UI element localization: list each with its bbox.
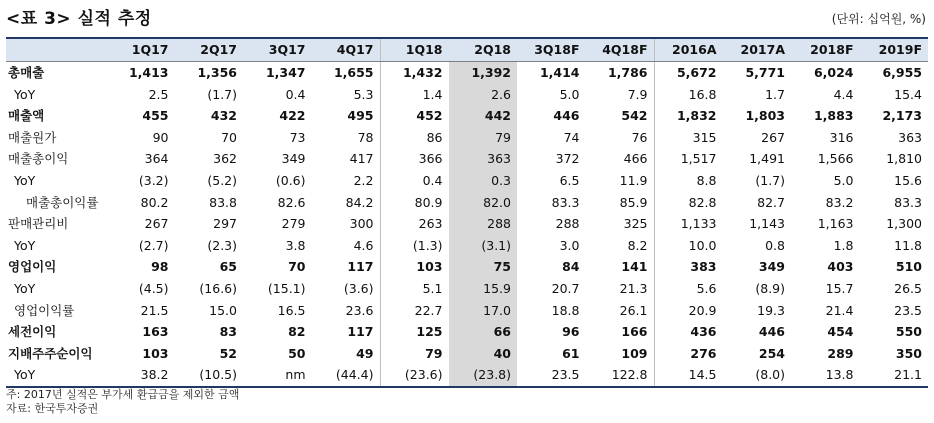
table-cell: 446 xyxy=(758,324,785,340)
table-cell: 10.0 xyxy=(654,235,723,257)
table-cell: (8.9) xyxy=(755,280,785,296)
table-cell: 82.0 xyxy=(449,192,518,214)
table-cell: 254 xyxy=(758,345,785,361)
table-cell: 1,356 xyxy=(197,65,237,80)
table-row xyxy=(6,343,928,365)
row-label: 매출액 xyxy=(8,108,45,124)
table-cell: 5,672 xyxy=(654,62,723,84)
table-cell: 1.7 xyxy=(765,86,785,102)
table-cell: 163 xyxy=(142,324,169,340)
table-cell: 78 xyxy=(357,129,374,145)
table-cell: 316 xyxy=(829,129,854,145)
table-cell: 383 xyxy=(654,256,723,278)
table-cell: 84 xyxy=(562,259,580,275)
table-cell: 363 xyxy=(898,129,922,145)
table-cell: 21.1 xyxy=(860,364,929,387)
table-cell: 125 xyxy=(380,321,449,343)
table-cell: 98 xyxy=(151,259,169,275)
header-col-3: 4Q17 xyxy=(312,38,381,62)
table-cell: 8.8 xyxy=(654,170,723,192)
table-cell: (10.5) xyxy=(175,364,244,387)
table-cell: 1,163 xyxy=(817,216,854,232)
table-cell: (16.6) xyxy=(199,280,237,296)
table-cell: 109 xyxy=(621,345,648,361)
table-cell: 86 xyxy=(380,127,449,149)
table-cell: 1,432 xyxy=(380,62,449,84)
table-cell: 5.6 xyxy=(654,278,723,300)
table-cell: 2.2 xyxy=(353,172,374,188)
table-cell: 349 xyxy=(758,259,785,275)
row-label: YoY xyxy=(14,86,36,102)
table-cell: 75 xyxy=(449,256,518,278)
footnote-note: 주: 2017년 실적은 부가세 환급금을 제외한 금액 xyxy=(6,388,240,401)
table-cell: nm xyxy=(243,364,312,387)
table-cell: 8.2 xyxy=(627,237,648,253)
table-cell: 417 xyxy=(349,151,374,167)
header-col-9: 2017A xyxy=(723,38,792,62)
table-cell: 38.2 xyxy=(106,364,175,387)
table-cell: 103 xyxy=(142,345,169,361)
table-cell: 70 xyxy=(288,259,306,275)
table-cell: (3.2) xyxy=(138,172,169,188)
table-cell: 6.5 xyxy=(559,172,580,188)
table-cell: (4.5) xyxy=(138,280,169,296)
table-cell: 21.3 xyxy=(619,280,648,296)
table-cell: 0.4 xyxy=(380,170,449,192)
table-cell: 5,771 xyxy=(745,65,785,80)
table-cell: 90 xyxy=(152,129,169,145)
table-cell: (1.7) xyxy=(755,172,785,188)
table-cell: 23.5 xyxy=(517,364,586,387)
table-cell: 5.0 xyxy=(833,172,854,188)
row-label: 총매출 xyxy=(8,65,45,80)
header-row xyxy=(6,38,928,62)
table-cell: (0.6) xyxy=(275,172,306,188)
header-col-4: 1Q18 xyxy=(380,38,449,62)
table-cell: 15.9 xyxy=(449,278,518,300)
table-cell: 0.3 xyxy=(449,170,518,192)
table-cell: 3.0 xyxy=(559,237,580,253)
table-cell: 40 xyxy=(449,343,518,365)
table-cell: 6,024 xyxy=(813,65,854,80)
table-cell: 1,786 xyxy=(607,65,648,80)
table-cell: 65 xyxy=(219,259,237,275)
table-cell: 432 xyxy=(210,108,237,124)
table-cell: 20.7 xyxy=(551,280,580,296)
table-cell: 4.6 xyxy=(353,237,374,253)
table-cell: 15.4 xyxy=(894,86,922,102)
table-cell: 315 xyxy=(654,127,723,149)
table-row xyxy=(6,300,928,322)
table-cell: (44.4) xyxy=(312,364,381,387)
unit-label: (단위: 십억원, %) xyxy=(831,12,926,26)
table-cell: 61 xyxy=(562,345,580,361)
row-label: 매출총이익률 xyxy=(26,194,99,210)
table-cell: 2,173 xyxy=(882,108,922,124)
table-cell: 21.5 xyxy=(140,302,169,318)
table-cell: 5.0 xyxy=(559,86,580,102)
table-cell: 364 xyxy=(144,151,169,167)
table-cell: 1,143 xyxy=(749,216,785,232)
row-label: 매출원가 xyxy=(8,129,57,145)
table-cell: (2.3) xyxy=(207,237,237,253)
table-cell: 510 xyxy=(895,259,922,275)
table-cell: 1,566 xyxy=(817,151,854,167)
table-cell: 15.6 xyxy=(894,172,922,188)
table-cell: 3.8 xyxy=(285,237,306,253)
table-cell: 15.7 xyxy=(825,280,854,296)
table-cell: 550 xyxy=(895,324,922,340)
table-cell: 117 xyxy=(347,259,374,275)
header-col-10: 2018F xyxy=(791,38,860,62)
table-cell: 495 xyxy=(347,108,374,124)
header-col-8: 2016A xyxy=(654,38,723,62)
header-col-0: 1Q17 xyxy=(106,38,175,62)
table-cell: (23.6) xyxy=(380,364,449,387)
table-header xyxy=(6,38,928,62)
row-label: YoY xyxy=(6,364,106,387)
table-row xyxy=(6,235,928,257)
footnote-source: 자료: 한국투자증권 xyxy=(6,402,99,415)
table-cell: 5.3 xyxy=(353,86,374,102)
table-row xyxy=(6,192,928,214)
table-cell: 166 xyxy=(621,324,648,340)
table-cell: 82.8 xyxy=(654,192,723,214)
table-cell: 13.8 xyxy=(791,364,860,387)
table-cell: 1,300 xyxy=(886,216,922,232)
table-cell: 83 xyxy=(219,324,237,340)
header-col-7: 4Q18F xyxy=(586,38,655,62)
table-cell: 1,832 xyxy=(654,105,723,127)
table-cell: (2.7) xyxy=(138,237,169,253)
table-cell: 70 xyxy=(221,129,237,145)
table-cell: 372 xyxy=(555,151,580,167)
row-label: YoY xyxy=(14,172,36,188)
table-cell: 1,414 xyxy=(539,65,580,80)
header-col-2: 3Q17 xyxy=(243,38,312,62)
table-cell: 349 xyxy=(281,151,306,167)
table-cell: 80.9 xyxy=(380,192,449,214)
table-cell: 6,955 xyxy=(882,65,922,80)
table-cell: 466 xyxy=(623,151,648,167)
table-row xyxy=(6,105,928,127)
table-row xyxy=(6,278,928,300)
table-cell: 83.3 xyxy=(551,194,580,210)
table-cell: (8.0) xyxy=(723,364,792,387)
table-cell: 50 xyxy=(288,345,306,361)
table-cell: 1,347 xyxy=(265,65,306,80)
table-cell: 1,491 xyxy=(749,151,785,167)
table-cell: 66 xyxy=(449,321,518,343)
row-label: 영업이익 xyxy=(8,259,57,275)
earnings-table-container xyxy=(6,37,928,388)
table-cell: 17.0 xyxy=(449,300,518,322)
table-cell: 1,392 xyxy=(449,62,518,84)
table-cell: 276 xyxy=(654,343,723,365)
table-cell: 542 xyxy=(621,108,648,124)
table-cell: 436 xyxy=(654,321,723,343)
table-cell: 267 xyxy=(144,216,169,232)
table-cell: 19.3 xyxy=(757,302,785,318)
table-cell: 0.4 xyxy=(285,86,306,102)
table-cell: 442 xyxy=(449,105,518,127)
table-cell: 22.7 xyxy=(380,300,449,322)
table-cell: 1,413 xyxy=(128,65,169,80)
table-cell: 21.4 xyxy=(825,302,854,318)
table-cell: 52 xyxy=(219,345,237,361)
table-cell: 26.1 xyxy=(619,302,648,318)
table-cell: 73 xyxy=(289,129,306,145)
table-cell: 350 xyxy=(895,345,922,361)
table-cell: 454 xyxy=(827,324,854,340)
table-cell: 4.4 xyxy=(833,86,854,102)
table-cell: 117 xyxy=(347,324,374,340)
header-col-1: 2Q17 xyxy=(175,38,244,62)
table-cell: 20.9 xyxy=(654,300,723,322)
table-cell: 103 xyxy=(380,256,449,278)
table-cell: 1,883 xyxy=(813,108,854,124)
table-cell: 1,803 xyxy=(745,108,785,124)
table-cell: 1,655 xyxy=(333,65,374,80)
table-cell: 267 xyxy=(761,129,785,145)
table-cell: 0.8 xyxy=(765,237,785,253)
header-col-5: 2Q18 xyxy=(449,38,518,62)
table-body xyxy=(6,62,928,387)
table-cell: (15.1) xyxy=(267,280,306,296)
table-cell: 76 xyxy=(631,129,648,145)
table-cell: 2.6 xyxy=(449,84,518,106)
table-row xyxy=(6,127,928,149)
row-label: 판매관리비 xyxy=(8,216,69,232)
table-cell: 288 xyxy=(555,216,580,232)
table-cell: 363 xyxy=(449,148,518,170)
table-cell: (5.2) xyxy=(207,172,237,188)
table-cell: 80.2 xyxy=(140,194,169,210)
table-cell: 82.6 xyxy=(277,194,306,210)
table-row xyxy=(6,84,928,106)
table-cell: 23.5 xyxy=(894,302,922,318)
earnings-table xyxy=(6,37,928,388)
table-cell: 446 xyxy=(553,108,580,124)
table-cell: 16.8 xyxy=(654,84,723,106)
table-cell: 362 xyxy=(213,151,237,167)
table-cell: 366 xyxy=(380,148,449,170)
table-cell: 288 xyxy=(449,213,518,235)
table-cell: 1,133 xyxy=(654,213,723,235)
footnotes xyxy=(6,388,239,416)
table-cell: 11.8 xyxy=(894,237,922,253)
table-cell: 14.5 xyxy=(654,364,723,387)
table-row xyxy=(6,170,928,192)
table-cell: 403 xyxy=(827,259,854,275)
table-cell: 141 xyxy=(621,259,648,275)
table-title: <표 3> 실적 추정 xyxy=(6,9,152,29)
table-cell: (1.7) xyxy=(207,86,237,102)
table-cell: 16.5 xyxy=(277,302,306,318)
row-label: 지배주주순이익 xyxy=(8,345,93,361)
table-cell: 297 xyxy=(213,216,237,232)
table-cell: 26.5 xyxy=(894,280,922,296)
table-cell: 74 xyxy=(563,129,580,145)
table-cell: 1.4 xyxy=(380,84,449,106)
table-cell: 84.2 xyxy=(345,194,374,210)
row-label: 영업이익률 xyxy=(14,302,75,318)
table-cell: 1,517 xyxy=(654,148,723,170)
table-cell: 82 xyxy=(288,324,306,340)
header-col-11: 2019F xyxy=(860,38,929,62)
row-label: YoY xyxy=(14,280,36,296)
table-row xyxy=(6,213,928,235)
table-cell: 18.8 xyxy=(551,302,580,318)
header-label-cell xyxy=(6,38,106,62)
table-row xyxy=(6,364,928,387)
table-cell: 455 xyxy=(142,108,169,124)
table-cell: 79 xyxy=(380,343,449,365)
table-row xyxy=(6,62,928,84)
table-cell: 279 xyxy=(281,216,306,232)
table-cell: 82.7 xyxy=(757,194,785,210)
table-cell: 263 xyxy=(380,213,449,235)
table-row xyxy=(6,321,928,343)
table-cell: 83.2 xyxy=(825,194,854,210)
row-label: 세전이익 xyxy=(8,324,57,340)
table-cell: 5.1 xyxy=(380,278,449,300)
table-cell: (23.8) xyxy=(449,364,518,387)
table-cell: 300 xyxy=(349,216,374,232)
table-cell: 85.9 xyxy=(619,194,648,210)
row-label: 매출총이익 xyxy=(8,151,69,167)
table-cell: 7.9 xyxy=(627,86,648,102)
table-cell: 96 xyxy=(562,324,580,340)
table-cell: 23.6 xyxy=(345,302,374,318)
row-label: YoY xyxy=(14,237,36,253)
table-cell: 122.8 xyxy=(586,364,655,387)
table-cell: 79 xyxy=(449,127,518,149)
table-cell: 15.0 xyxy=(209,302,237,318)
table-cell: (3.1) xyxy=(449,235,518,257)
table-cell: 11.9 xyxy=(619,172,648,188)
table-cell: 325 xyxy=(623,216,648,232)
table-cell: 83.8 xyxy=(209,194,237,210)
table-cell: 1,810 xyxy=(886,151,922,167)
table-row xyxy=(6,256,928,278)
table-cell: 49 xyxy=(356,345,374,361)
table-cell: 422 xyxy=(279,108,306,124)
table-cell: 1.8 xyxy=(833,237,854,253)
table-cell: (3.6) xyxy=(343,280,374,296)
table-cell: 83.3 xyxy=(894,194,922,210)
table-row xyxy=(6,148,928,170)
table-cell: 2.5 xyxy=(148,86,169,102)
table-cell: (1.3) xyxy=(380,235,449,257)
header-col-6: 3Q18F xyxy=(517,38,586,62)
table-cell: 289 xyxy=(827,345,854,361)
table-cell: 452 xyxy=(380,105,449,127)
